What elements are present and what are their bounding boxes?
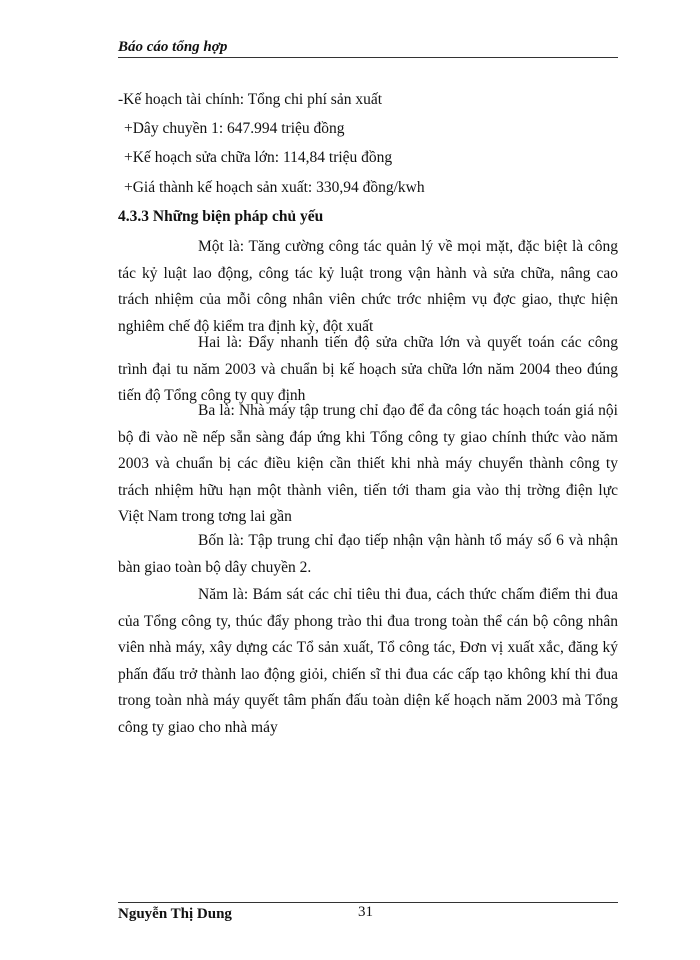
plan-item: +Kế hoạch sửa chữa lớn: 114,84 triệu đồng (124, 149, 393, 166)
plan-item: +Dây chuyền 1: 647.994 triệu đồng (124, 120, 345, 137)
plan-item: +Giá thành kế hoạch sản xuất: 330,94 đồng/kwh (124, 179, 425, 196)
section-heading: 4.3.3 Những biện pháp chủ yếu (118, 208, 324, 225)
paragraph-text: Bốn là: Tập trung chỉ đạo tiếp nhận vận hành tổ máy số 6 và nhận bàn giao toàn bộ dây chuyền 2. (118, 532, 618, 576)
plan-intro: -Kế hoạch tài chính: Tổng chi phí sản xuất (118, 91, 383, 108)
footer-author: Nguyễn Thị Dung (118, 906, 232, 922)
page-number: 31 (358, 904, 373, 920)
paragraph-text: Năm là: Bám sát các chỉ tiêu thi đua, cách thức chấm điểm thi đua của Tổng công ty, thúc đẩy phong trào thi đua trong toàn thể cán bộ công nhân viên nhà máy, xây dựng các Tổ sản xuất, Tổ công tác, Đơn vị xuất xắc, đăng ký phấn đấu trở thành lao động giỏi, chiến sĩ thi đua các cấp tạo không khí thi đua trong toàn nhà máy quyết tâm phấn đấu toàn diện kế hoạch năm 2003 mà Tổng công ty giao cho nhà máy (118, 586, 618, 736)
paragraph (118, 398, 618, 531)
paragraph-text: Hai là: Đẩy nhanh tiến độ sửa chữa lớn và quyết toán các công trình đại tu năm 2003 và chuẩn bị kế hoạch sửa chữa lớn năm 2004 theo đúng tiến độ Tổng công ty quy định (118, 334, 618, 404)
page-header (118, 38, 618, 58)
paragraph (118, 528, 618, 581)
paragraph-text: Một là: Tăng cường công tác quản lý về mọi mặt, đặc biệt là công tác kỷ luật lao động, công tác kỷ luật trong vận hành và sửa chữa, nâng cao trách nhiệm của mỗi công nhân viên chức trớc nhiệm vụ đợc giao, thực hiện nghiêm chế độ kiểm tra định kỳ, đột xuất (118, 238, 618, 335)
paragraph-text: Ba là: Nhà máy tập trung chỉ đạo để đa công tác hoạch toán giá nội bộ đi vào nề nếp sẵn sàng đáp ứng khi Tổng công ty giao chính thức vào năm 2003 và chuẩn bị các điều kiện cần thiết khi nhà máy chuyển thành công ty trách nhiệm hữu hạn một thành viên, tiến tới tham gia vào thị trờng điện lực Việt Nam trong tơng lai gần (118, 402, 618, 525)
header-title: Báo cáo tổng hợp (118, 39, 228, 55)
page-footer (118, 902, 618, 922)
paragraph (118, 582, 618, 741)
paragraph (118, 234, 618, 340)
